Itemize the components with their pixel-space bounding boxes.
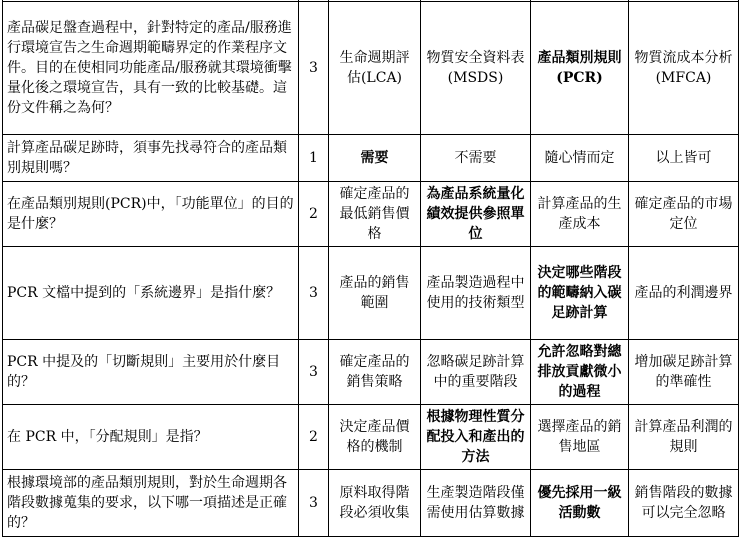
option-3: 產品類別規則(PCR) xyxy=(531,2,629,135)
option-1: 原料取得階段必須收集 xyxy=(329,470,421,537)
option-4: 確定產品的市場定位 xyxy=(629,182,739,247)
option-4: 計算產品利潤的規則 xyxy=(629,405,739,470)
question-row xyxy=(3,247,739,340)
answer-number: 3 xyxy=(299,247,329,340)
answer-number: 2 xyxy=(299,405,329,470)
question-row xyxy=(3,2,739,135)
option-4: 以上皆可 xyxy=(629,135,739,182)
option-3: 允許忽略對總排放貢獻微小的過程 xyxy=(531,340,629,405)
answer-number: 3 xyxy=(299,340,329,405)
answer-number: 3 xyxy=(299,470,329,537)
question-text: PCR 文檔中提到的「系統邊界」是指什麼？ xyxy=(3,247,299,340)
option-2: 根據物理性質分配投入和產出的方法 xyxy=(421,405,531,470)
option-3: 計算產品的生產成本 xyxy=(531,182,629,247)
option-4: 銷售階段的數據可以完全忽略 xyxy=(629,470,739,537)
question-row xyxy=(3,135,739,182)
question-row xyxy=(3,182,739,247)
option-1: 確定產品的最低銷售價格 xyxy=(329,182,421,247)
option-2: 為產品系統量化績效提供參照單位 xyxy=(421,182,531,247)
option-1: 確定產品的銷售策略 xyxy=(329,340,421,405)
answer-number: 1 xyxy=(299,135,329,182)
option-4: 物質流成本分析(MFCA) xyxy=(629,2,739,135)
option-4: 產品的利潤邊界 xyxy=(629,247,739,340)
question-text: 計算產品碳足跡時，須事先找尋符合的產品類別規則嗎？ xyxy=(3,135,299,182)
option-2: 生產製造階段僅需使用估算數據 xyxy=(421,470,531,537)
option-3: 選擇產品的銷售地區 xyxy=(531,405,629,470)
question-row xyxy=(3,340,739,405)
question-text: 在 PCR 中，「分配規則」是指？ xyxy=(3,405,299,470)
question-row xyxy=(3,405,739,470)
question-text: 在產品類別規則(PCR)中，「功能單位」的目的是什麼？ xyxy=(3,182,299,247)
option-3: 隨心情而定 xyxy=(531,135,629,182)
question-text: 產品碳足盤查過程中，針對特定的產品/服務進行環境宣告之生命週期範疇界定的作業程序文件。目的在使相同功能產品/服務就其環境衝擊量化後之環境宣告，具有一致的比較基礎。這份文件稱之為何？ xyxy=(3,2,299,135)
option-2: 物質安全資料表(MSDS) xyxy=(421,2,531,135)
option-1: 生命週期評估(LCA) xyxy=(329,2,421,135)
option-3: 決定哪些階段的範疇納入碳足跡計算 xyxy=(531,247,629,340)
answer-number: 3 xyxy=(299,2,329,135)
option-2: 忽略碳足跡計算中的重要階段 xyxy=(421,340,531,405)
quiz-table xyxy=(2,0,739,537)
option-1: 需要 xyxy=(329,135,421,182)
option-3: 優先採用一級活動數 xyxy=(531,470,629,537)
answer-number: 2 xyxy=(299,182,329,247)
option-4: 增加碳足跡計算的準確性 xyxy=(629,340,739,405)
question-row xyxy=(3,470,739,537)
option-2: 產品製造過程中使用的技術類型 xyxy=(421,247,531,340)
option-1: 產品的銷售範圍 xyxy=(329,247,421,340)
option-1: 決定產品價格的機制 xyxy=(329,405,421,470)
question-text: PCR 中提及的「切斷規則」主要用於什麼目的？ xyxy=(3,340,299,405)
question-text: 根據環境部的產品類別規則，對於生命週期各階段數據蒐集的要求，以下哪一項描述是正確的？ xyxy=(3,470,299,537)
option-2: 不需要 xyxy=(421,135,531,182)
